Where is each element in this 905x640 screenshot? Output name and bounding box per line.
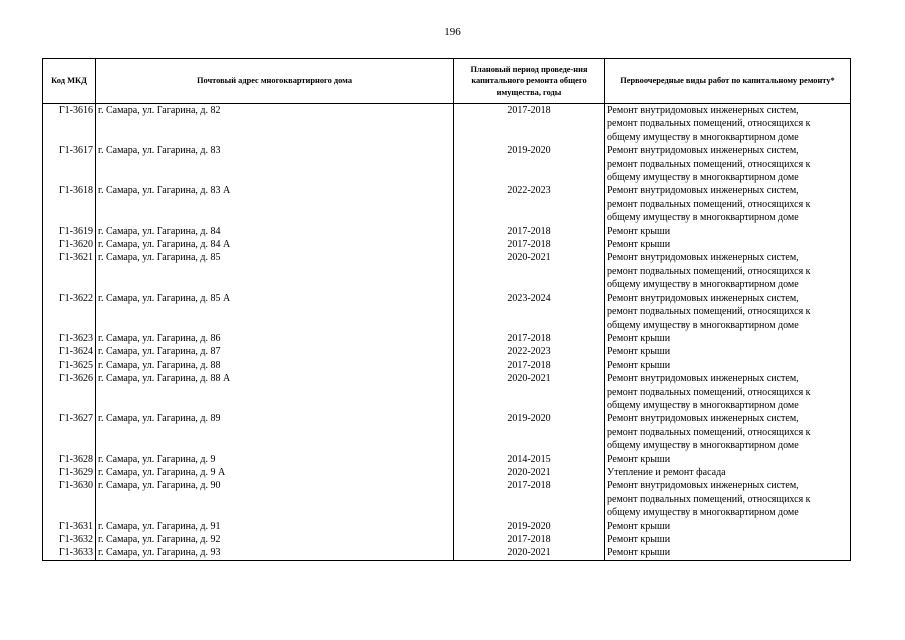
works-line: Ремонт крыши	[607, 453, 671, 465]
works-line: общему имуществу в многоквартирном доме	[607, 440, 799, 452]
cell-period: 2014-2015	[454, 453, 605, 466]
works-line: ремонт подвальных помещений, относящихся к	[607, 493, 811, 505]
cell-period: 2022-2023	[454, 184, 605, 224]
works-line: Ремонт крыши	[607, 534, 671, 545]
table-row	[43, 238, 851, 251]
works-line: ремонт подвальных помещений, относящихся к	[607, 158, 811, 170]
works-line: Ремонт внутридомовых инженерных систем,	[607, 252, 799, 264]
cell-address: г. Самара, ул. Гагарина, д. 89	[96, 412, 454, 452]
cell-code: Г1-3630	[43, 479, 96, 519]
header-address: Почтовый адрес многоквартирного дома	[96, 59, 454, 104]
table-row	[43, 466, 851, 479]
works-line: Ремонт внутридомовых инженерных систем,	[607, 373, 799, 385]
cell-works	[605, 225, 851, 238]
works-line: общему имуществу в многоквартирном доме	[607, 279, 799, 291]
header-code: Код МКД	[43, 59, 96, 104]
table-body	[43, 104, 851, 561]
cell-address: г. Самара, ул. Гагарина, д. 88	[96, 359, 454, 372]
works-line: Ремонт внутридомовых инженерных систем,	[607, 145, 799, 157]
cell-period: 2017-2018	[454, 104, 605, 145]
cell-code: Г1-3633	[43, 546, 96, 560]
table-row	[43, 372, 851, 412]
cell-period: 2020-2021	[454, 372, 605, 412]
table-row	[43, 251, 851, 291]
works-line: Ремонт внутридомовых инженерных систем,	[607, 480, 799, 492]
cell-works	[605, 238, 851, 251]
works-line: ремонт подвальных помещений, относящихся к	[607, 426, 811, 438]
cell-code: Г1-3619	[43, 225, 96, 238]
cell-works	[605, 520, 851, 533]
cell-works	[605, 372, 851, 412]
cell-code: Г1-3627	[43, 412, 96, 452]
cell-address: г. Самара, ул. Гагарина, д. 87	[96, 345, 454, 358]
works-line: Ремонт крыши	[607, 346, 671, 358]
cell-address: г. Самара, ул. Гагарина, д. 88 А	[96, 372, 454, 412]
cell-works	[605, 144, 851, 184]
cell-address: г. Самара, ул. Гагарина, д. 84 А	[96, 238, 454, 251]
cell-code: Г1-3621	[43, 251, 96, 291]
works-line: Ремонт внутридомовых инженерных систем,	[607, 292, 799, 304]
header-works: Первоочередные виды работ по капитальному ремонту*	[605, 59, 851, 104]
table-row	[43, 345, 851, 358]
cell-code: Г1-3629	[43, 466, 96, 479]
table-row	[43, 412, 851, 452]
works-line: общему имуществу в многоквартирном доме	[607, 172, 799, 184]
works-line: ремонт подвальных помещений, относящихся к	[607, 306, 811, 318]
table-row	[43, 453, 851, 466]
cell-code: Г1-3631	[43, 520, 96, 533]
works-line: общему имуществу в многоквартирном доме	[607, 212, 799, 224]
cell-works	[605, 184, 851, 224]
cell-period: 2019-2020	[454, 144, 605, 184]
table-row	[43, 546, 851, 560]
works-line: Утепление и ремонт фасада	[607, 466, 726, 478]
cell-period: 2017-2018	[454, 238, 605, 251]
table-row	[43, 292, 851, 332]
works-line: ремонт подвальных помещений, относящихся к	[607, 118, 811, 130]
cell-works	[605, 546, 851, 560]
works-line: ремонт подвальных помещений, относящихся к	[607, 386, 811, 398]
cell-code: Г1-3616	[43, 104, 96, 145]
table-row	[43, 104, 851, 145]
cell-address: г. Самара, ул. Гагарина, д. 83 А	[96, 184, 454, 224]
cell-code: Г1-3623	[43, 332, 96, 345]
cell-address: г. Самара, ул. Гагарина, д. 82	[96, 104, 454, 145]
cell-works	[605, 292, 851, 332]
works-line: Ремонт крыши	[607, 520, 671, 532]
table-row	[43, 533, 851, 546]
works-line: общему имуществу в многоквартирном доме	[607, 399, 799, 411]
table-row	[43, 144, 851, 184]
cell-address: г. Самара, ул. Гагарина, д. 86	[96, 332, 454, 345]
cell-code: Г1-3618	[43, 184, 96, 224]
table-row	[43, 184, 851, 224]
table-row	[43, 332, 851, 345]
cell-address: г. Самара, ул. Гагарина, д. 9	[96, 453, 454, 466]
header-period: Плановый период проведе-ния капитального ремонта общего имущества, годы	[454, 59, 605, 104]
cell-code: Г1-3620	[43, 238, 96, 251]
cell-period: 2023-2024	[454, 292, 605, 332]
cell-address: г. Самара, ул. Гагарина, д. 90	[96, 479, 454, 519]
page-number: 196	[444, 26, 461, 38]
cell-period: 2020-2021	[454, 546, 605, 560]
table-row	[43, 225, 851, 238]
cell-period: 2020-2021	[454, 251, 605, 291]
works-line: Ремонт крыши	[607, 332, 671, 344]
cell-works	[605, 104, 851, 145]
cell-address: г. Самара, ул. Гагарина, д. 84	[96, 225, 454, 238]
works-line: Ремонт крыши	[607, 225, 671, 237]
cell-works	[605, 453, 851, 466]
cell-works	[605, 412, 851, 452]
table-header-row	[43, 59, 851, 104]
cell-period: 2019-2020	[454, 412, 605, 452]
cell-address: г. Самара, ул. Гагарина, д. 85 А	[96, 292, 454, 332]
cell-works	[605, 479, 851, 519]
works-line: Ремонт внутридомовых инженерных систем,	[607, 413, 799, 425]
cell-address: г. Самара, ул. Гагарина, д. 93	[96, 546, 454, 560]
cell-period: 2020-2021	[454, 466, 605, 479]
works-line: Ремонт внутридомовых инженерных систем,	[607, 105, 799, 116]
cell-works	[605, 359, 851, 372]
cell-address: г. Самара, ул. Гагарина, д. 85	[96, 251, 454, 291]
cell-code: Г1-3617	[43, 144, 96, 184]
works-line: Ремонт крыши	[607, 239, 671, 251]
works-line: Ремонт крыши	[607, 547, 671, 559]
cell-code: Г1-3622	[43, 292, 96, 332]
cell-works	[605, 251, 851, 291]
table-row	[43, 520, 851, 533]
cell-period: 2022-2023	[454, 345, 605, 358]
cell-period: 2017-2018	[454, 332, 605, 345]
cell-works	[605, 533, 851, 546]
cell-works	[605, 345, 851, 358]
works-line: общему имуществу в многоквартирном доме	[607, 319, 799, 331]
cell-address: г. Самара, ул. Гагарина, д. 91	[96, 520, 454, 533]
table-row	[43, 479, 851, 519]
works-line: Ремонт крыши	[607, 359, 671, 371]
cell-address: г. Самара, ул. Гагарина, д. 92	[96, 533, 454, 546]
cell-code: Г1-3625	[43, 359, 96, 372]
works-line: ремонт подвальных помещений, относящихся к	[607, 265, 811, 277]
cell-period: 2017-2018	[454, 359, 605, 372]
repair-registry-table	[42, 58, 851, 561]
works-line: общему имуществу в многоквартирном доме	[607, 131, 799, 143]
works-line: общему имуществу в многоквартирном доме	[607, 507, 799, 519]
works-line: Ремонт внутридомовых инженерных систем,	[607, 185, 799, 197]
works-line: ремонт подвальных помещений, относящихся к	[607, 198, 811, 210]
cell-code: Г1-3626	[43, 372, 96, 412]
cell-works	[605, 466, 851, 479]
cell-works	[605, 332, 851, 345]
cell-period: 2019-2020	[454, 520, 605, 533]
table-row	[43, 359, 851, 372]
cell-period: 2017-2018	[454, 225, 605, 238]
cell-period: 2017-2018	[454, 479, 605, 519]
cell-address: г. Самара, ул. Гагарина, д. 83	[96, 144, 454, 184]
cell-code: Г1-3632	[43, 533, 96, 546]
cell-period: 2017-2018	[454, 533, 605, 546]
cell-code: Г1-3628	[43, 453, 96, 466]
cell-address: г. Самара, ул. Гагарина, д. 9 А	[96, 466, 454, 479]
cell-code: Г1-3624	[43, 345, 96, 358]
